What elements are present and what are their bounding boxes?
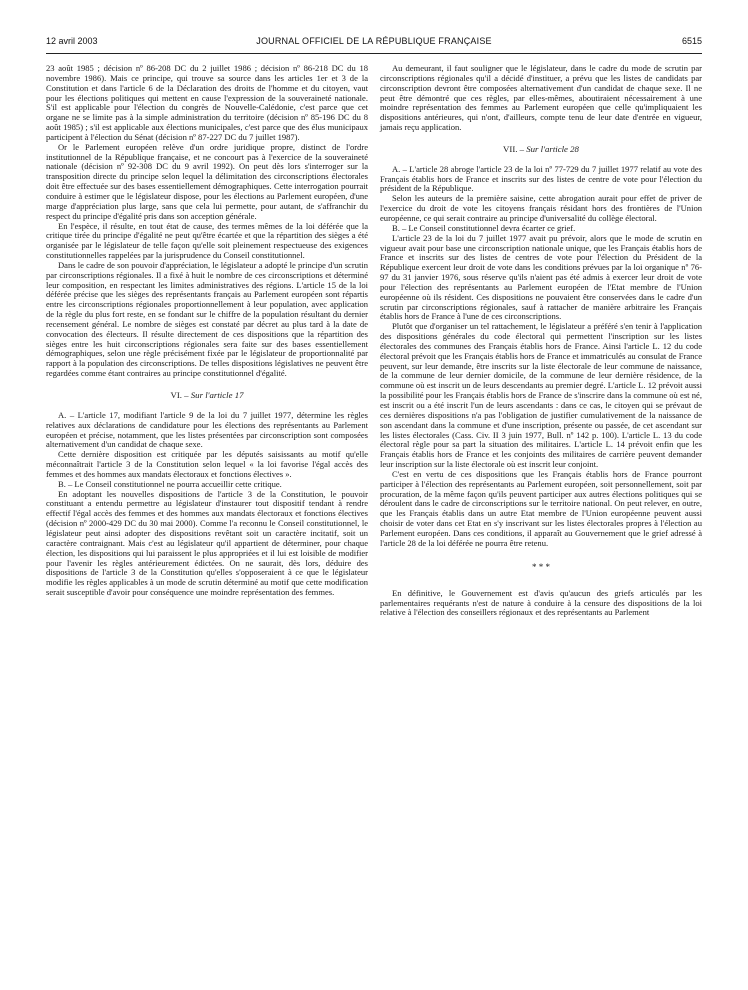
paragraph: C'est en vertu de ces dispositions que les Français établis hors de France pourront participer à l'élection des représentants au Parlement européen, soit personnellement, soit par procuration, de la même façon qu'ils peuvent participer aux autres élections politiques qui se déroulent dans le cadre de circonscriptions sur le territoire national. On peut relever, en outre, que les Français établis dans un autre Etat membre de l'Union européenne peuvent aussi choisir de voter dans cet Etat en s'y inscrivant sur les listes électorales propres à l'élection au Parlement européen. Dans ces conditions, il apparaît au Gouvernement que le grief adressé à l'article 28 de la loi déférée ne pourra être retenu. [380,468,702,548]
paragraph: En l'espèce, il résulte, en tout état de cause, des termes mêmes de la loi déférée que la critique tirée du principe d'égalité ne peut qu'être écartée et que la répartition des sièges a été organisée par le législateur de telle façon qu'elle soit pleinement respectueuse des exigences constitutionnelles rappelées par la jurisprudence du Conseil constitutionnel. [46,220,368,261]
section-number: VI. – [170,390,189,400]
paragraph: Dans le cadre de son pouvoir d'appréciation, le législateur a adopté le principe d'un scrutin par circonscriptions régionales. Il a fixé à huit le nombre de ces circonscriptions et déterminé leur composition, en respectant les limites administratives des régions. L'article 15 de la loi déférée précise que les sièges des représentants français au Parlement européen sont répartis entre les circonscriptions régionales proportionnellement à leur population, avec application de la règle du plus fort reste, en se fondant sur le chiffre de la population résultant du dernier recensement général. Le nombre de sièges est constaté par décret au plus tard à la date de convocation des électeurs. Il résulte directement de ces dispositions que la répartition des sièges entre les huit circonscriptions régionales sera faite sur des bases essentiellement démographiques, selon une règle précisément fixée par le législateur de proportionnalité par rapport à la population des circonscriptions. De telles dispositions législatives ne peuvent être regardées comme étant contraires au principe constitutionnel d'égalité. [46,259,368,379]
paragraph: L'article 23 de la loi du 7 juillet 1977 avait pu prévoir, alors que le mode de scrutin en vigueur avait pour base une circonscription nationale unique, que les Français établis hors de France et inscrits sur des listes de centres de vote pour l'élection du Président de la République exercent leur droit de vote dans les conditions prévues par la loi organique nº 76-97 du 31 janvier 1976, sous réserve qu'ils n'aient pas été admis à exercer leur droit de vote pour l'élection des représentants au Parlement européen de l'Etat membre de l'Union européenne où ils résident. Ces dispositions ne pouvaient être conservées dans le cadre d'un scrutin par circonscriptions régionales, sauf à rattacher de manière arbitraire les Français établis hors de France à l'une de ces circonscriptions. [380,232,702,322]
section-heading-vii [380,145,702,155]
paragraph: Cette dernière disposition est critiquée par les députés saisissants au motif qu'elle méconnaîtrait l'article 3 de la Constitution selon lequel « la loi favorise l'égal accès des femmes et des hommes aux mandats électoraux et fonctions électives ». [46,449,368,479]
paragraph: 23 août 1985 ; décision nº 86-208 DC du 2 juillet 1986 ; décision nº 86-218 DC du 18 novembre 1986). Mais ce principe, qui trouve sa source dans les articles 1er et 3 de la Constitution et dans l'article 6 de la Déclaration des droits de l'homme et du citoyen, vaut pour les élections politiques qui mettent en cause l'expression de la souveraineté nationale. S'il est applicable pour l'élection du congrès de Nouvelle-Calédonie, c'est parce que cet organe ne se limite pas à la simple administration du territoire (décision nº 85-196 DC du 8 août 1985) ; s'il est applicable aux élections municipales, c'est parce que des élus municipaux participent à l'élection du Sénat (décision nº 87-227 DC du 7 juillet 1987). [46,63,368,142]
section-heading-vi [46,391,368,401]
paragraph: A. – L'article 17, modifiant l'article 9 de la loi du 7 juillet 1977, détermine les règles relatives aux déclarations de candidature pour les élections des représentants au Parlement européen et précise, notamment, que les listes présentées par circonscription sont composées alternativement d'un candidat de chaque sexe. [46,409,368,450]
section-separator-asterisks: * * * [532,561,550,572]
paragraph: Or le Parlement européen relève d'un ordre juridique propre, distinct de l'ordre institutionnel de la République française, et ne concourt pas à l'exercice de la souveraineté nationale (décision nº 92-308 DC du 9 avril 1992). On peut dès lors s'interroger sur la transposition directe du principe selon lequel la délimitation des circonscriptions électorales doit être effectuée sur des bases essentiellement démographiques. Cette interrogation pourrait conduire à estimer que le législateur dispose, pour les élections au Parlement européen, d'une marge d'appréciation plus large, sans que cela lui permette, pour autant, de s'affranchir du respect du principe d'égalité pris dans son acception générale. [46,141,368,221]
page-header [46,36,702,52]
section-number: VII. – [503,143,525,154]
paragraph: En définitive, le Gouvernement est d'avis qu'aucun des griefs articulés par les parlementaires requérants n'est de nature à conduire à la censure des dispositions de la loi relative à l'élection des conseillers régionaux et des représentants au Parlement [380,587,702,618]
header-page-number: 6515 [681,36,702,46]
right-column [380,64,702,618]
header-date: 12 avril 2003 [46,36,98,46]
paragraph: B. – Le Conseil constitutionnel ne pourra accueillir cette critique. [58,478,282,489]
section-title-text: Sur l'article 17 [190,390,244,400]
paragraph: En adoptant les nouvelles dispositions de l'article 3 de la Constitution, le pouvoir constituant a entendu permettre au législateur d'instaurer tout dispositif tendant à rendre effectif l'égal accès des femmes et des hommes aux mandats électoraux et fonctions électives (décision nº 2000-429 DC du 30 mai 2000). Comme l'a reconnu le Conseil constitutionnel, le législateur peut ainsi adopter des dispositions revêtant soit un caractère incitatif, soit un caractère contraignant. Mais c'est au législateur qu'il appartient de déterminer, pour chaque élection, les dispositions qui lui paraissent le plus appropriées et il lui est loisible de modifier pour l'avenir les règles antérieurement édictées. On ne saurait, dès lors, déduire des dispositions de l'article 3 de la Constitution qu'elles s'opposeraient à ce que le législateur modifie les règles applicables à un mode de scrutin déterminé au motif que cette modification serait susceptible d'avoir pour conséquence une moindre représentation des femmes. [46,488,368,598]
section-title-text: Sur l'article 28 [526,143,579,154]
paragraph: B. – Le Conseil constitutionnel devra écarter ce grief. [392,222,576,233]
paragraph: Plutôt que d'organiser un tel rattachement, le législateur a préféré s'en tenir à l'application des dispositions générales du code électoral qui permettent l'inscription sur les listes électorales des communes des Français établis hors de France. Ainsi l'article L. 12 du code électoral prévoit que les Français établis hors de France et immatriculés au consulat de France peuvent, sur leur demande, être inscrits sur la liste électorale de leur commune de naissance, de la commune de leur dernier domicile, de la commune de leur dernière résidence, de la commune où est inscrit un de leurs descendants au premier degré. L'article L. 12 prévoit aussi la possibilité pour les Français établis hors de France de s'inscrire dans la commune où est né, est inscrit ou a été inscrit l'un de leurs ascendants : dans ce cas, le citoyen qui se prévaut de ces dernières dispositions n'a pas l'obligation de justifier cumulativement de la naissance de son ascendant dans la commune et d'une inscription, présente ou passée, de cet ascendant sur les listes électorales (Cass. Civ. II 3 juin 1977, Bull. nº 142 p. 100). L'article L. 13 du code électoral règle pour sa part la situation des militaires. L'article L. 14 prévoit enfin que les Français établis hors de France et les conjoints des militaires de carrière peuvent demander leur inscription sur la liste électorale où est inscrit leur conjoint. [380,321,702,470]
header-rule [46,53,702,54]
paragraph: A. – L'article 28 abroge l'article 23 de la loi nº 77-729 du 7 juillet 1977 relatif au vote des Français établis hors de France et inscrits sur des listes de centre de vote pour l'élection du président de la République. [380,163,702,194]
paragraph: Au demeurant, il faut souligner que le législateur, dans le cadre du mode de scrutin par circonscriptions régionales qu'il a décidé d'instituer, a prévu que les listes de candidats par circonscription devront être composées alternativement d'un candidat de chaque sexe. Il ne peut être démontré que ces règles, par elles-mêmes, aboutiraient nécessairement à une moindre représentation des femmes au Parlement européen que celle qu'impliquaient les dispositions antérieures, qui n'ont, d'ailleurs, compte tenu de leur date d'entrée en vigueur, jamais reçu application. [380,63,702,133]
paragraph: Selon les auteurs de la première saisine, cette abrogation aurait pour effet de priver de l'exercice du droit de vote les citoyens français résidant hors des frontières de l'Union européenne, ce qui serait contraire au principe d'universalité du collège électoral. [380,193,702,223]
left-column [46,64,368,598]
header-journal-title: JOURNAL OFFICIEL DE LA RÉPUBLIQUE FRANÇAISE [256,36,492,46]
